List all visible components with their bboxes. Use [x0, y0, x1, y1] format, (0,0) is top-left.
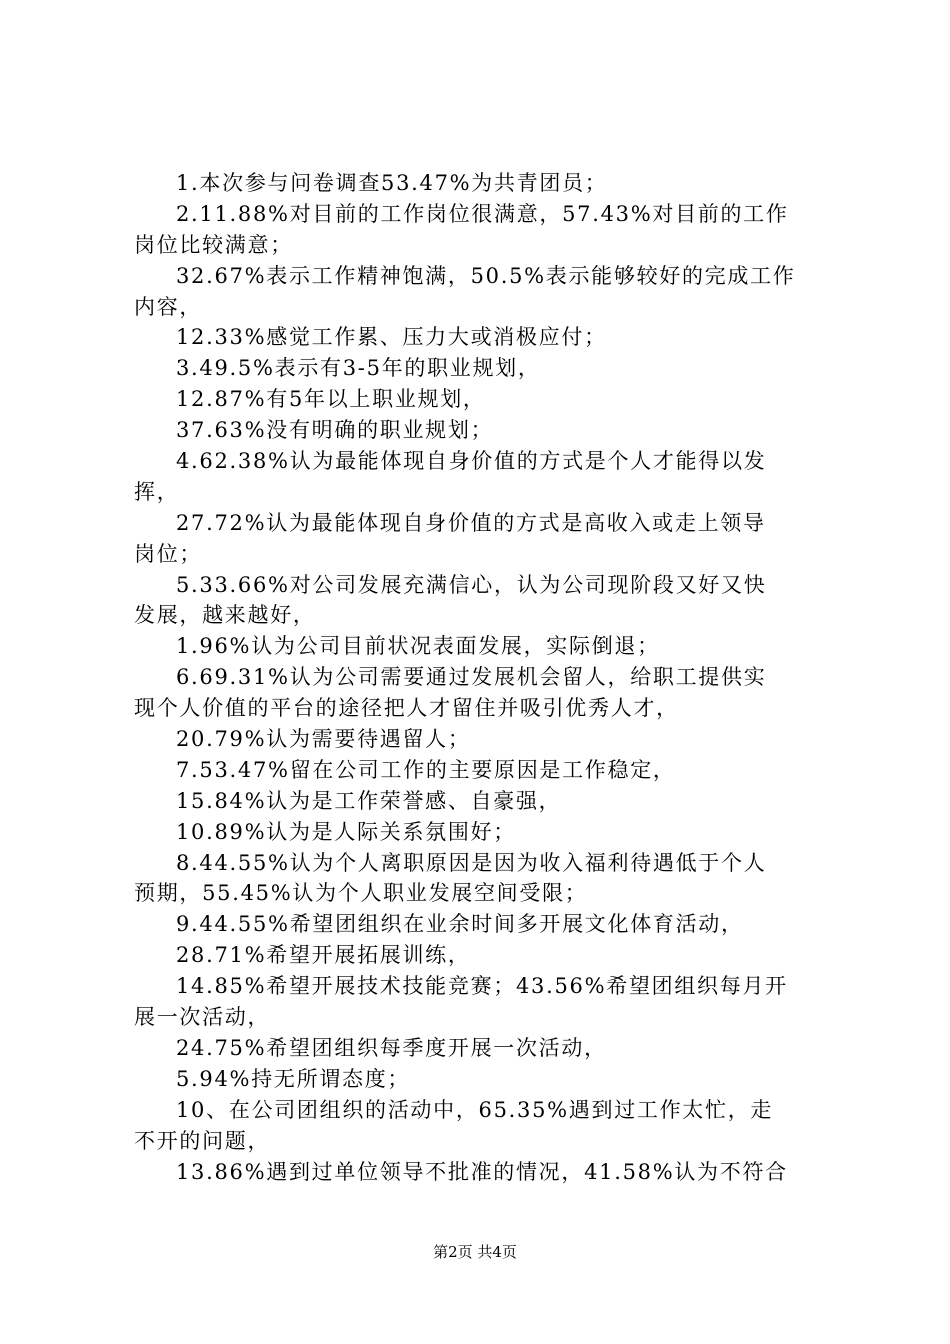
- text-line: 28.71%希望开展拓展训练，: [176, 943, 471, 968]
- text-line: 27.72%认为最能体现自身价值的方式是高收入或走上领导: [176, 510, 766, 535]
- text-line: 10.89%认为是人际关系氛围好；: [176, 819, 516, 844]
- text-line: 岗位比较满意；: [134, 232, 293, 257]
- text-line: 6.69.31%认为公司需要通过发展机会留人，给职工提供实: [176, 665, 767, 690]
- text-line: 9.44.55%希望团组织在业余时间多开展文化体育活动，: [176, 912, 744, 937]
- text-line: 15.84%认为是工作荣誉感、自豪强，: [176, 788, 562, 813]
- text-line: 32.67%表示工作精神饱满，50.5%表示能够较好的完成工作: [176, 263, 796, 288]
- text-line: 12.87%有5年以上职业规划，: [176, 387, 486, 412]
- text-line: 37.63%没有明确的职业规划；: [176, 418, 494, 443]
- text-line: 20.79%认为需要待遇留人；: [176, 727, 471, 752]
- text-line: 内容，: [134, 294, 203, 319]
- text-line: 2.11.88%对目前的工作岗位很满意，57.43%对目前的工作: [176, 201, 789, 226]
- text-line: 5.33.66%对公司发展充满信心，认为公司现阶段又好又快: [176, 572, 767, 597]
- text-line: 展一次活动，: [134, 1005, 271, 1030]
- document-body: [134, 168, 834, 1187]
- text-line: 12.33%感觉工作累、压力大或消极应付；: [176, 325, 607, 350]
- text-line: 预期，55.45%认为个人职业发展空间受限；: [134, 881, 588, 906]
- text-line: 1.96%认为公司目前状况表面发展，实际倒退；: [176, 634, 660, 659]
- text-line: 3.49.5%表示有3-5年的职业规划，: [176, 356, 541, 381]
- page-footer: 第2页 共4页: [433, 1243, 517, 1261]
- text-line: 14.85%希望开展技术技能竞赛；43.56%希望团组织每月开: [176, 974, 788, 999]
- text-line: 5.94%持无所谓态度；: [176, 1066, 411, 1091]
- text-line: 4.62.38%认为最能体现自身价值的方式是个人才能得以发: [176, 449, 767, 474]
- text-line: 不开的问题，: [134, 1128, 271, 1153]
- text-line: 7.53.47%留在公司工作的主要原因是工作稳定，: [176, 757, 676, 782]
- text-line: 现个人价值的平台的途径把人才留住并吸引优秀人才，: [134, 696, 679, 721]
- text-line: 发展，越来越好，: [134, 603, 316, 628]
- text-line: 岗位；: [134, 541, 203, 566]
- text-line: 13.86%遇到过单位领导不批准的情况，41.58%认为不符合: [176, 1159, 788, 1184]
- text-line: 8.44.55%认为个人离职原因是因为收入福利待遇低于个人: [176, 850, 767, 875]
- text-line: 24.75%希望团组织每季度开展一次活动，: [176, 1035, 607, 1060]
- text-line: 挥，: [134, 479, 180, 504]
- text-line: 1.本次参与问卷调查53.47%为共青团员；: [176, 171, 608, 195]
- text-line: 10、在公司团组织的活动中，65.35%遇到过工作太忙，走: [176, 1097, 774, 1122]
